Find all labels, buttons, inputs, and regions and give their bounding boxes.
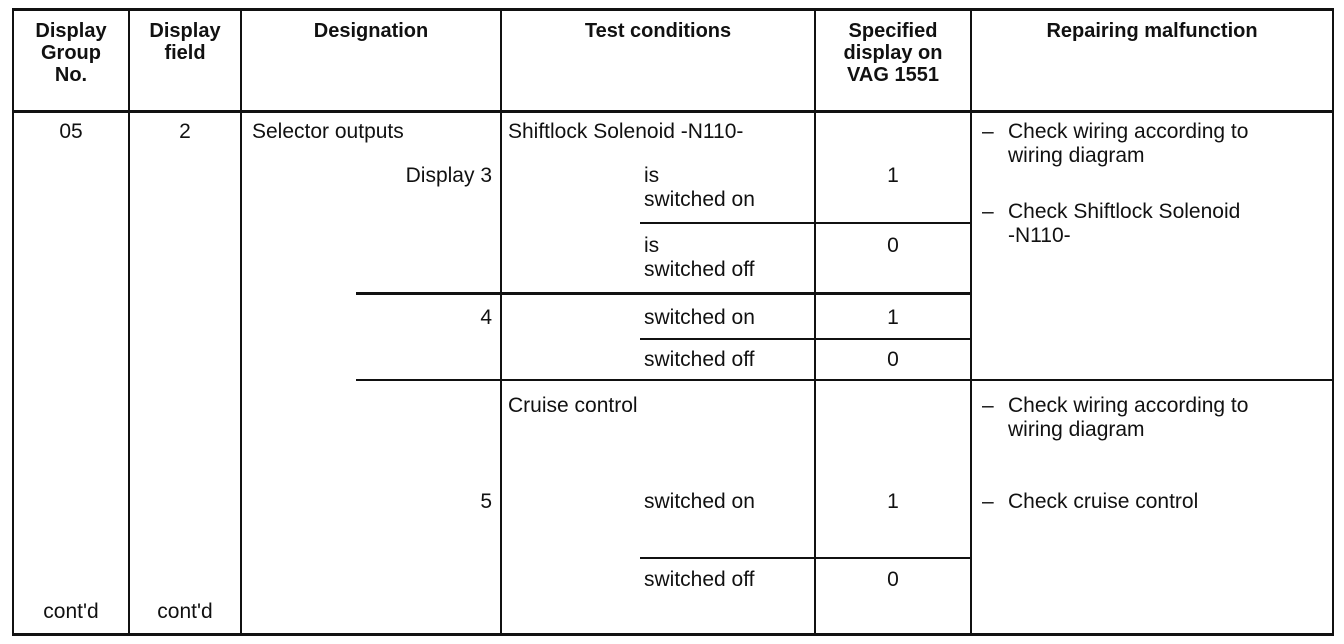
repair-shiftlock-line2: -N110-: [1008, 224, 1071, 247]
header-designation: Designation: [313, 20, 429, 42]
field-number: 2: [179, 120, 191, 143]
value-d5-off: 0: [887, 568, 899, 591]
repair-cruise: Check cruise control: [1008, 490, 1199, 513]
display-3-label: Display 3: [405, 164, 492, 187]
test-d3-off-is: is: [644, 234, 660, 257]
header-display-field: Display field: [149, 20, 221, 64]
rule-display-4-5: [356, 379, 1334, 381]
header-repairing-malfunction: Repairing malfunction: [1046, 20, 1258, 42]
group-number: 05: [59, 120, 83, 143]
value-d5-on: 1: [887, 490, 899, 513]
test-d4-off: switched off: [644, 348, 755, 371]
col-border-specified: [970, 8, 972, 636]
value-d3-on: 1: [887, 164, 899, 187]
value-d4-off: 0: [887, 348, 899, 371]
repair-dash-4: –: [982, 490, 994, 513]
value-d4-on: 1: [887, 306, 899, 329]
test-d4-on: switched on: [644, 306, 755, 329]
col-border-field: [240, 8, 242, 636]
repair-wiring2-line2: wiring diagram: [1008, 418, 1145, 441]
rule-d4-on-off: [640, 338, 970, 340]
table-bottom-border: [12, 633, 1334, 636]
repair-wiring-line1: Check wiring according to: [1008, 120, 1249, 143]
display-4-label: 4: [480, 306, 492, 329]
header-test-conditions: Test conditions: [584, 20, 732, 42]
test-cruise-title: Cruise control: [508, 394, 638, 417]
repair-dash-1: –: [982, 120, 994, 143]
header-bottom-border: [12, 110, 1334, 113]
repair-dash-2: –: [982, 200, 994, 223]
test-d3-on: switched on: [644, 188, 755, 211]
rule-display-3-4: [356, 292, 972, 295]
header-group-no: Display Group No.: [35, 20, 107, 86]
col-border-group: [128, 8, 130, 636]
test-d3-off: switched off: [644, 258, 755, 281]
header-specified-display: Specified display on VAG 1551: [843, 20, 943, 86]
group-contd: cont'd: [43, 600, 99, 623]
display-5-label: 5: [480, 490, 492, 513]
value-d3-off: 0: [887, 234, 899, 257]
table-top-border: [12, 8, 1334, 11]
repair-dash-3: –: [982, 394, 994, 417]
rule-d3-on-off: [640, 222, 970, 224]
test-shiftlock-title: Shiftlock Solenoid -N110-: [508, 120, 744, 143]
repair-wiring-line2: wiring diagram: [1008, 144, 1145, 167]
test-d5-off: switched off: [644, 568, 755, 591]
repair-wiring2-line1: Check wiring according to: [1008, 394, 1249, 417]
repair-shiftlock-line1: Check Shiftlock Solenoid: [1008, 200, 1241, 223]
col-border-left: [12, 8, 14, 636]
designation-text: Selector outputs: [252, 120, 404, 143]
test-d5-on: switched on: [644, 490, 755, 513]
field-contd: cont'd: [157, 600, 213, 623]
rule-d5-on-off: [640, 557, 970, 559]
col-border-designation: [500, 8, 502, 636]
col-border-right: [1332, 8, 1334, 636]
test-d3-on-is: is: [644, 164, 660, 187]
